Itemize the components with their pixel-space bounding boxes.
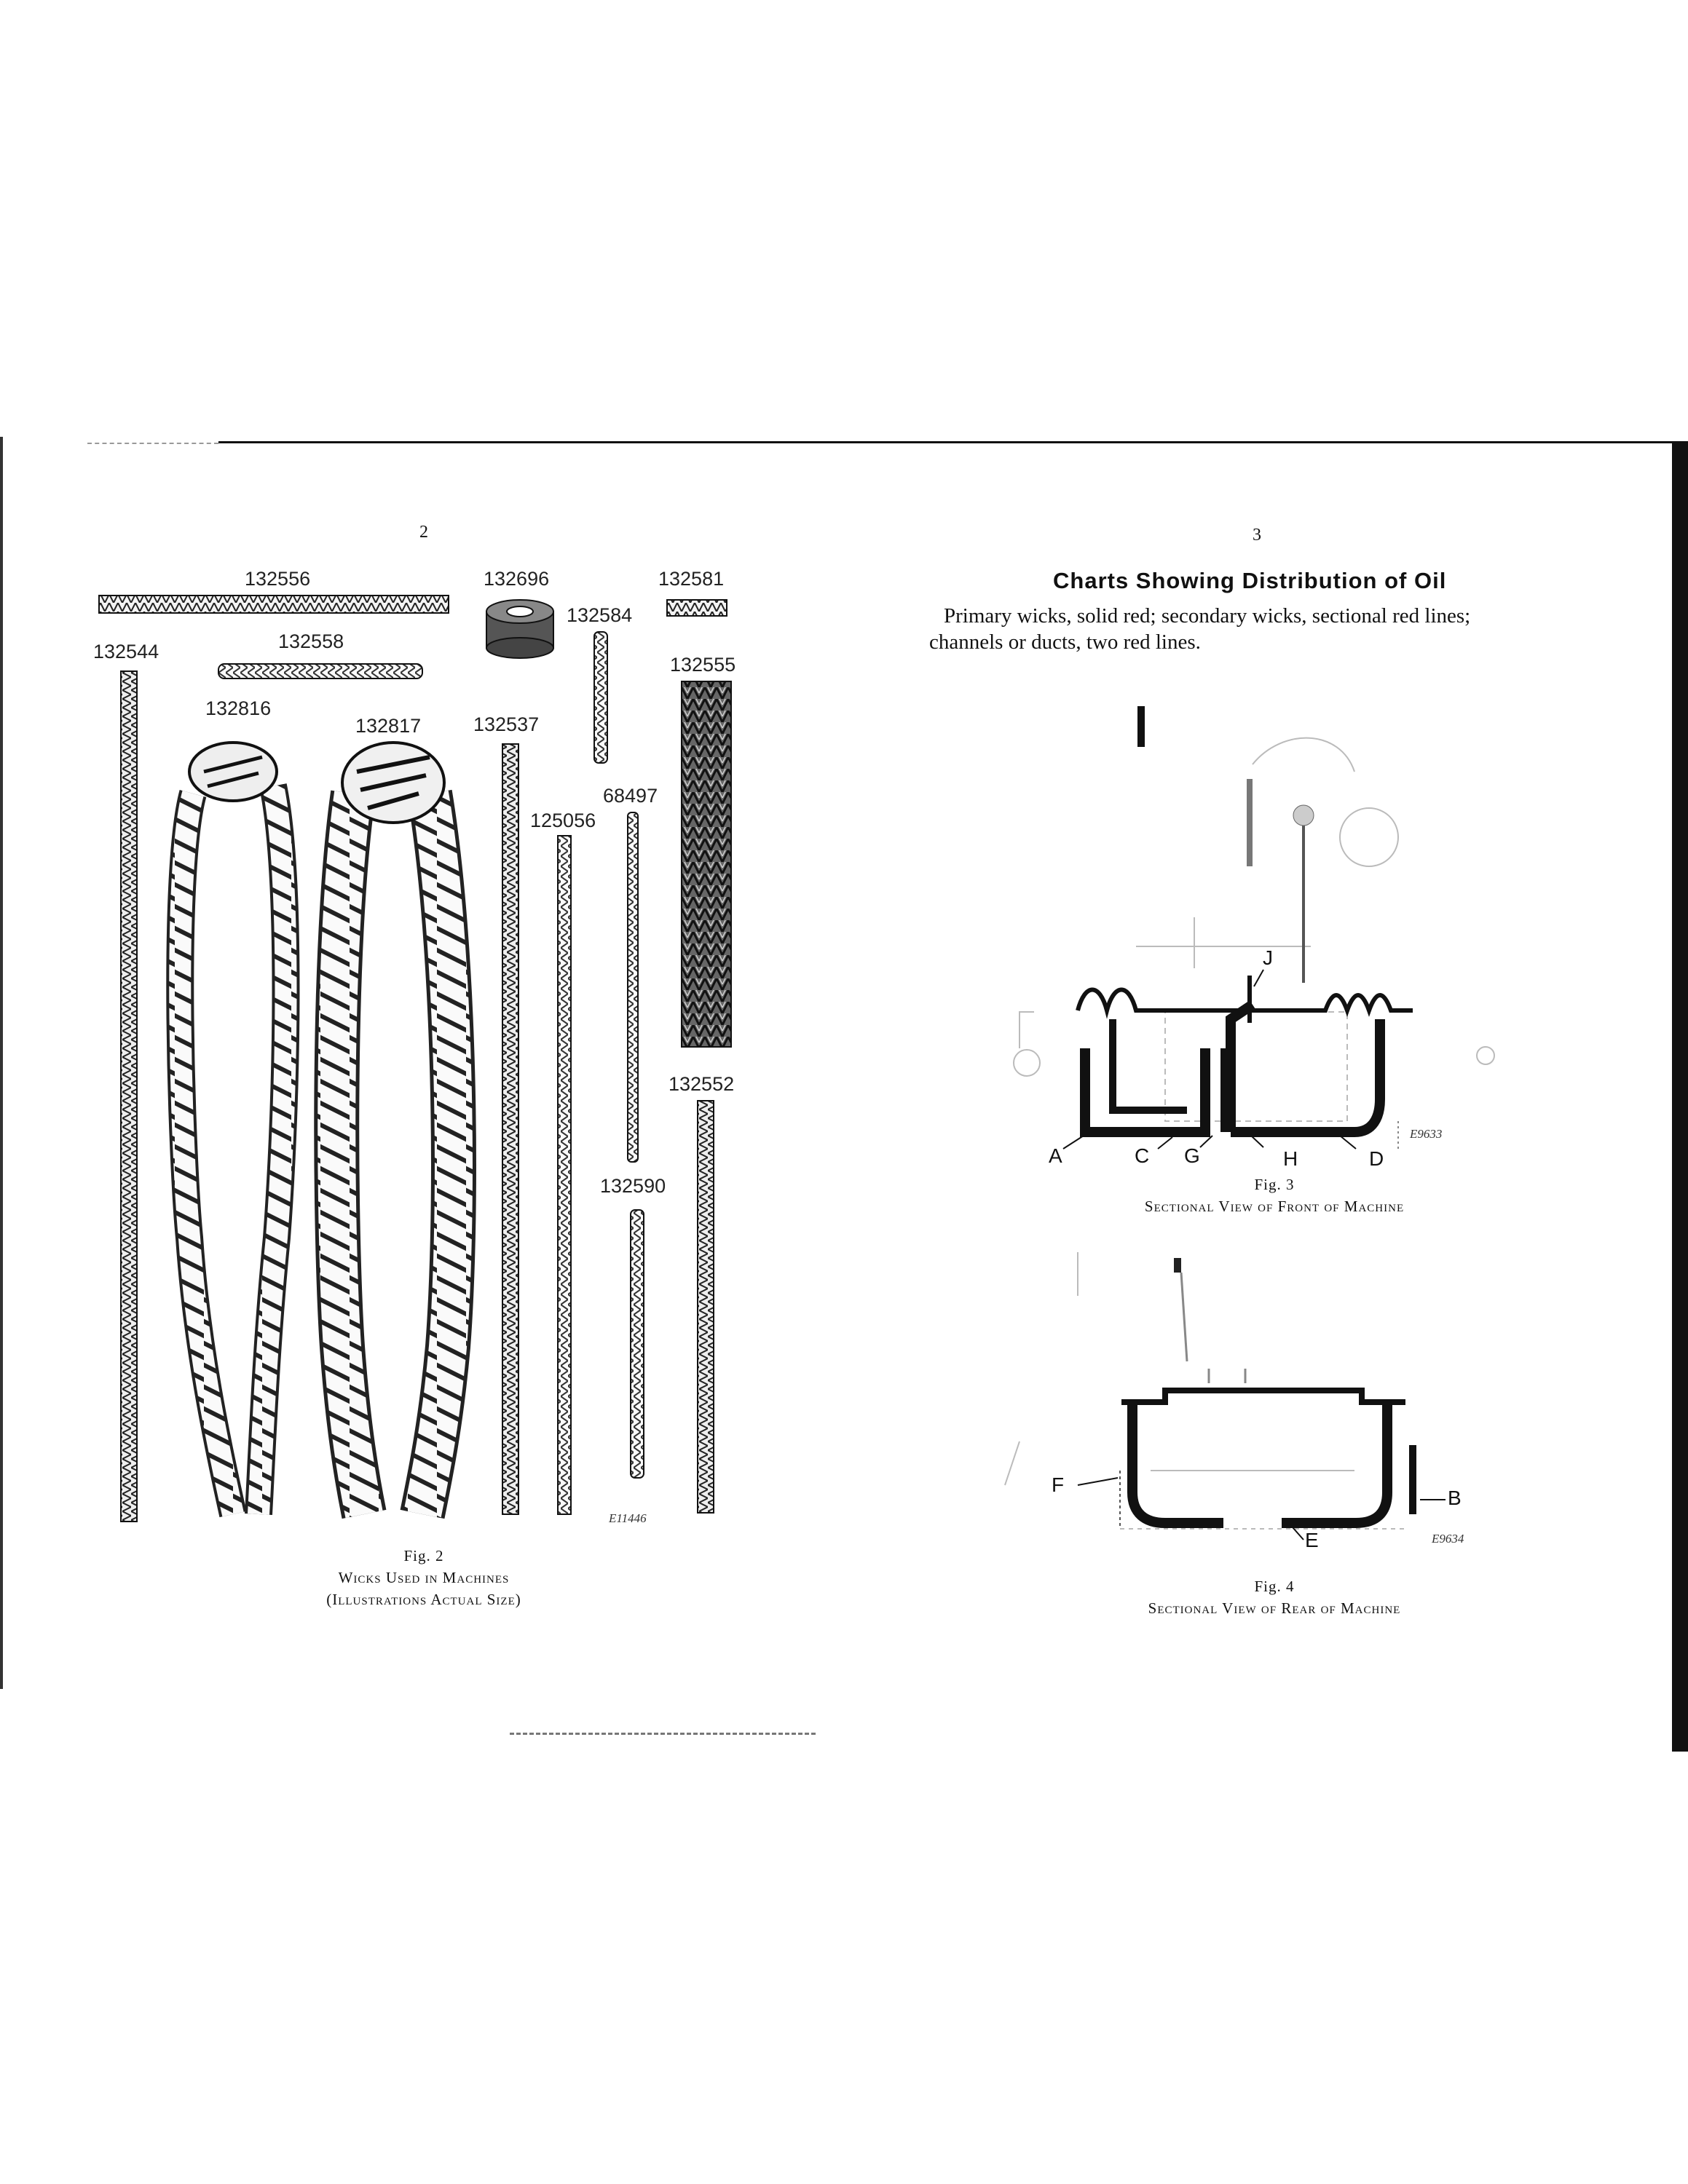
wick-132537 bbox=[502, 744, 518, 1514]
page-heading: Charts Showing Distribution of Oil bbox=[1053, 568, 1447, 593]
wick-label-132816: 132816 bbox=[205, 697, 272, 719]
wick-label-132544: 132544 bbox=[93, 641, 159, 662]
intro-line-1: Primary wicks, solid red; secondary wicks, sectional red lines; bbox=[944, 604, 1471, 628]
fig2-title: Wicks Used in Machines bbox=[338, 1569, 510, 1586]
fig4-letter-b: B bbox=[1448, 1487, 1462, 1509]
intro-paragraph bbox=[929, 603, 1470, 655]
fig3-letter-a: A bbox=[1049, 1144, 1062, 1167]
fig3-letter-d: D bbox=[1369, 1147, 1384, 1170]
wick-132816 bbox=[180, 743, 285, 1514]
wick-label-132556: 132556 bbox=[245, 568, 311, 590]
fig4-caption bbox=[1092, 1575, 1456, 1619]
page-number-left: 2 bbox=[419, 523, 428, 542]
fig3-letter-g: G bbox=[1184, 1144, 1200, 1167]
page-number-right: 3 bbox=[1253, 526, 1261, 545]
wick-132555 bbox=[682, 681, 731, 1047]
wick-132581 bbox=[667, 600, 727, 616]
wick-132696 bbox=[486, 600, 553, 658]
intro-line-2: channels or ducts, two red lines. bbox=[929, 630, 1201, 654]
wick-label-132555: 132555 bbox=[670, 654, 736, 676]
wick-label-132581: 132581 bbox=[658, 568, 725, 590]
fig3-letter-c: C bbox=[1135, 1144, 1150, 1167]
fig3-title: Sectional View of Front of Machine bbox=[1144, 1198, 1405, 1215]
wick-132590 bbox=[631, 1210, 644, 1478]
fig4-diagram bbox=[1005, 1252, 1446, 1540]
wick-68497 bbox=[628, 812, 638, 1162]
fig4-title: Sectional View of Rear of Machine bbox=[1148, 1599, 1401, 1617]
wick-label-132558: 132558 bbox=[278, 630, 344, 652]
wick-label-125056: 125056 bbox=[530, 810, 596, 831]
fig3-code: E9633 bbox=[1410, 1127, 1443, 1141]
wick-label-132696: 132696 bbox=[484, 568, 550, 590]
wick-label-132817: 132817 bbox=[355, 715, 422, 737]
wick-132556 bbox=[99, 596, 449, 613]
fig3-letter-j: J bbox=[1263, 946, 1273, 969]
fig3-diagram bbox=[1014, 706, 1494, 1150]
wick-label-132552: 132552 bbox=[669, 1073, 735, 1095]
wick-125056 bbox=[558, 836, 571, 1514]
fig2-number: Fig. 2 bbox=[403, 1547, 444, 1564]
fig2-code: E11446 bbox=[609, 1511, 647, 1525]
fig3-caption bbox=[1092, 1174, 1456, 1217]
wick-label-132537: 132537 bbox=[473, 713, 540, 735]
wick-132552 bbox=[698, 1101, 714, 1513]
wick-132584 bbox=[594, 632, 607, 763]
fig3-letter-h: H bbox=[1283, 1147, 1298, 1170]
wick-label-132584: 132584 bbox=[567, 604, 633, 626]
wick-132817 bbox=[336, 743, 454, 1514]
wick-label-68497: 68497 bbox=[603, 785, 658, 807]
wick-132558 bbox=[218, 664, 422, 678]
fig2-subtitle: (Illustrations Actual Size) bbox=[326, 1591, 521, 1608]
wick-132544 bbox=[121, 671, 137, 1522]
fig4-number: Fig. 4 bbox=[1254, 1578, 1295, 1595]
fig4-letter-f: F bbox=[1052, 1473, 1065, 1496]
fig4-letter-e: E bbox=[1305, 1529, 1319, 1551]
wick-label-132590: 132590 bbox=[600, 1175, 666, 1197]
fig4-code: E9634 bbox=[1432, 1532, 1464, 1546]
fig2-caption bbox=[315, 1545, 533, 1610]
fig3-number: Fig. 3 bbox=[1254, 1176, 1295, 1193]
